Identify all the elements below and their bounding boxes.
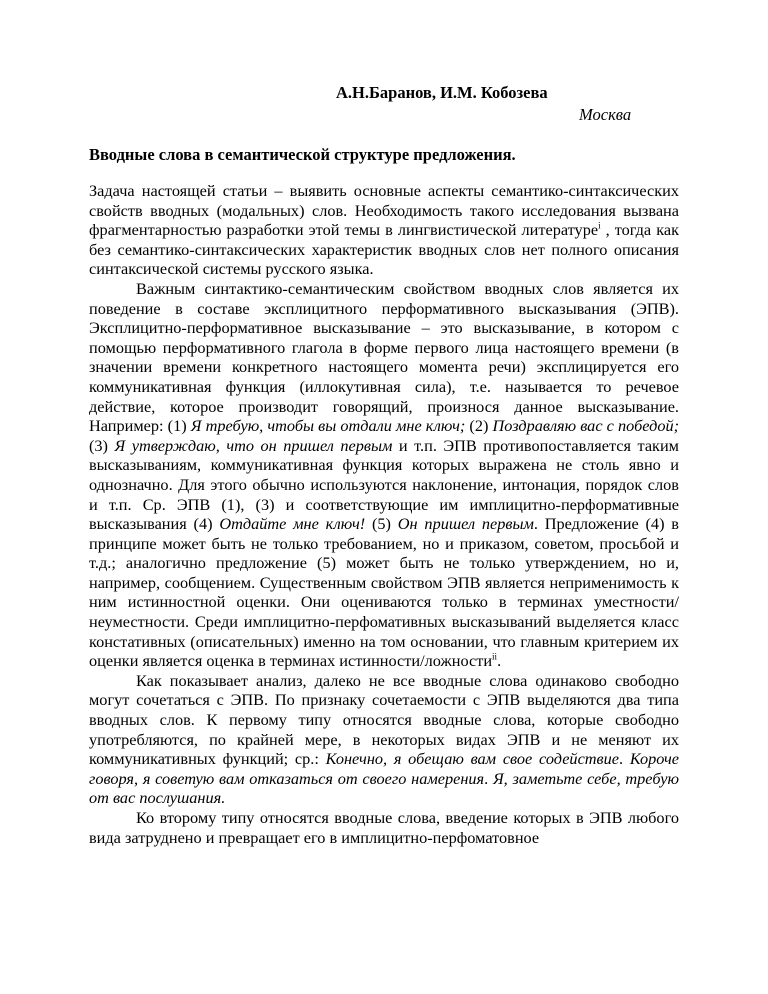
example-2: Поздравляю вас с победой; <box>492 416 680 436</box>
paragraph-text: . <box>619 749 630 769</box>
paragraph-text: Задача настоящей статьи – выявить основные аспекты семантико-синтаксических свойств вводных (модальных) слов. Необходимость такого исследования вызвана фрагментарностью разработки этой темы в лингвистической литературе <box>89 181 679 240</box>
paragraph-text: . <box>484 768 493 788</box>
example-3: Я утверждаю, что он пришел первым <box>114 435 393 455</box>
example-8: Я, заметьте себе, требую от вас послушания. <box>89 768 679 808</box>
footnote-mark[interactable]: i <box>598 220 601 231</box>
paragraph-1 <box>89 181 679 279</box>
example-5: Он пришел первым <box>397 514 534 534</box>
article-body <box>89 181 679 847</box>
paragraph-text: Важным синтактико-семантическим свойством вводных слов является их поведение в составе эксплицитного перформативного высказывания (ЭПВ). Эксплицитно-перформативное высказывание – это высказывание, в котором с помощью перформативного глагола в форме первого лица настоящего времени (в значении времени конкретного настоящего момента речи) эксплицируется его коммуникативная функция (иллокутивная сила), т.е. называется то речевое действие, которое производит говорящий, произнося данное высказывание. Например: (1) <box>89 278 679 436</box>
paragraph-text: , тогда как без семантико-синтаксических характеристик вводных слов нет полного описания синтаксической системы русского языка. <box>89 220 679 279</box>
city-line: Москва <box>579 105 632 124</box>
paragraph-2 <box>89 279 679 671</box>
example-4: Отдайте мне ключ! <box>219 514 366 534</box>
example-6: Конечно, я обещаю вам свое содействие <box>325 749 619 769</box>
paragraph-text: (3) <box>89 435 115 455</box>
paragraph-text: Ко второму типу относятся вводные слова, введение которых в ЭПВ любого вида затруднено и превращает его в имплицитно-перфоматовное <box>89 808 679 847</box>
paragraph-text: . <box>497 651 502 671</box>
example-1: Я требую, чтобы вы отдали мне ключ; <box>190 416 466 436</box>
article-title: Вводные слова в семантической структуре предложения. <box>89 145 516 164</box>
paragraph-3 <box>89 671 679 808</box>
paragraph-text: (5) <box>365 514 398 534</box>
paragraph-text: Как показывает анализ, далеко не все вводные слова одинаково свободно могут сочетаться с ЭПВ. По признаку сочетаемости с ЭПВ выделяются два типа вводных слов. К первому типу относятся вводные слова, которые свободно употребляются, по крайней мере, в некоторых видах ЭПВ и не меняют их коммуникативных функций; ср.: <box>89 670 679 769</box>
paragraph-text: . Предложение (4) в принципе может быть не только требованием, но и приказом, советом, просьбой и т.д.; аналогично предложение (5) может быть не только утверждением, но и, например, сообщением. Существенным свойством ЭПВ является неприменимость к ним истинностной оценки. Они оцениваются только в терминах уместности/неуместности. Среди имплицитно-перфомативных высказываний выделяется класс констативных (описательных) именно на том основании, что главным критерием их оценки является оценка в терминах истинности/ложности <box>89 514 679 671</box>
example-7: Короче говоря, я советую вам отказаться от своего намерения <box>89 749 680 788</box>
paragraph-4 <box>89 808 679 847</box>
authors-line: А.Н.Баранов, И.М. Кобозева <box>336 83 548 102</box>
paragraph-text: (2) <box>465 416 493 436</box>
paragraph-text: и т.п. ЭПВ противопоставляется таким высказываниям, коммуникативная функция которых выражена не столь явно и однозначно. Для этого обычно используются наклонение, интонация, порядок слов и т.п. Ср. ЭПВ (1), (3) и соответствующие им имплицитно-перформативные высказывания (4) <box>89 435 679 534</box>
footnote-mark[interactable]: ii <box>492 651 498 662</box>
